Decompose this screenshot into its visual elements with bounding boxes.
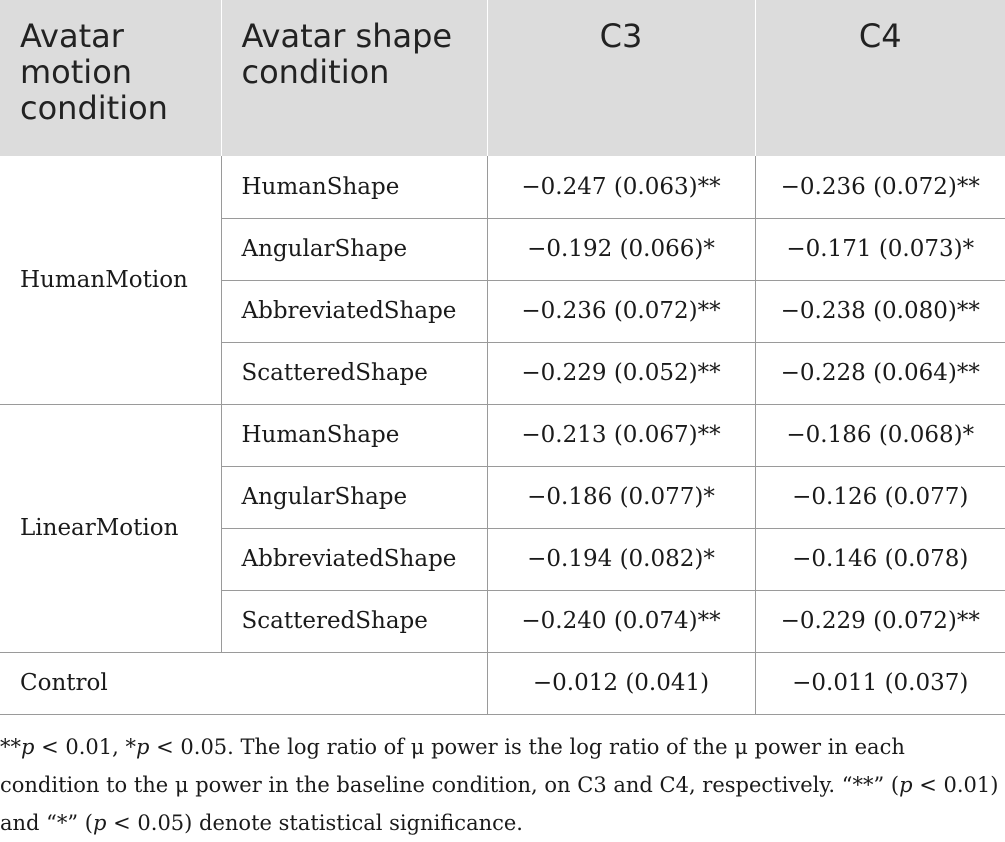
header-row (0, 0, 1005, 156)
shape-cell: ScatteredShape (221, 590, 487, 652)
shape-cell: AngularShape (221, 218, 487, 280)
header-c3: C3 (487, 0, 755, 156)
c4-cell: −0.186 (0.068)* (755, 404, 1005, 466)
c3-cell: −0.194 (0.082)* (487, 528, 755, 590)
shape-cell: HumanShape (221, 156, 487, 218)
motion-linear: LinearMotion (0, 404, 221, 652)
shape-cell: HumanShape (221, 404, 487, 466)
c4-cell: −0.228 (0.064)** (755, 342, 1005, 404)
c3-cell: −0.229 (0.052)** (487, 342, 755, 404)
c4-cell: −0.171 (0.073)* (755, 218, 1005, 280)
shape-cell: AbbreviatedShape (221, 528, 487, 590)
table-footnote: **p < 0.01, *p < 0.05. The log ratio of μ power is the log ratio of the μ power in each condition to the μ power in the baseline condition, on C3 and C4, respectively. “**” (p < 0.01) and “*” (p < 0.05) denote statistical significance. (0, 735, 999, 835)
shape-cell: AngularShape (221, 466, 487, 528)
c4-cell: −0.236 (0.072)** (755, 156, 1005, 218)
control-row (0, 652, 1005, 714)
c4-cell: −0.229 (0.072)** (755, 590, 1005, 652)
motion-human: HumanMotion (0, 156, 221, 404)
c3-cell: −0.240 (0.074)** (487, 590, 755, 652)
c3-cell: −0.192 (0.066)* (487, 218, 755, 280)
c4-cell: −0.146 (0.078) (755, 528, 1005, 590)
control-c3: −0.012 (0.041) (487, 652, 755, 714)
control-c4: −0.011 (0.037) (755, 652, 1005, 714)
control-label: Control (0, 652, 487, 714)
header-motion: Avatar motion condition (0, 0, 221, 156)
header-c4: C4 (755, 0, 1005, 156)
c4-cell: −0.126 (0.077) (755, 466, 1005, 528)
c4-cell: −0.238 (0.080)** (755, 280, 1005, 342)
shape-cell: ScatteredShape (221, 342, 487, 404)
c3-cell: −0.236 (0.072)** (487, 280, 755, 342)
shape-cell: AbbreviatedShape (221, 280, 487, 342)
c3-cell: −0.247 (0.063)** (487, 156, 755, 218)
table-row (0, 156, 1005, 218)
header-shape: Avatar shape condition (221, 0, 487, 156)
c3-cell: −0.213 (0.067)** (487, 404, 755, 466)
c3-cell: −0.186 (0.077)* (487, 466, 755, 528)
table-row (0, 404, 1005, 466)
